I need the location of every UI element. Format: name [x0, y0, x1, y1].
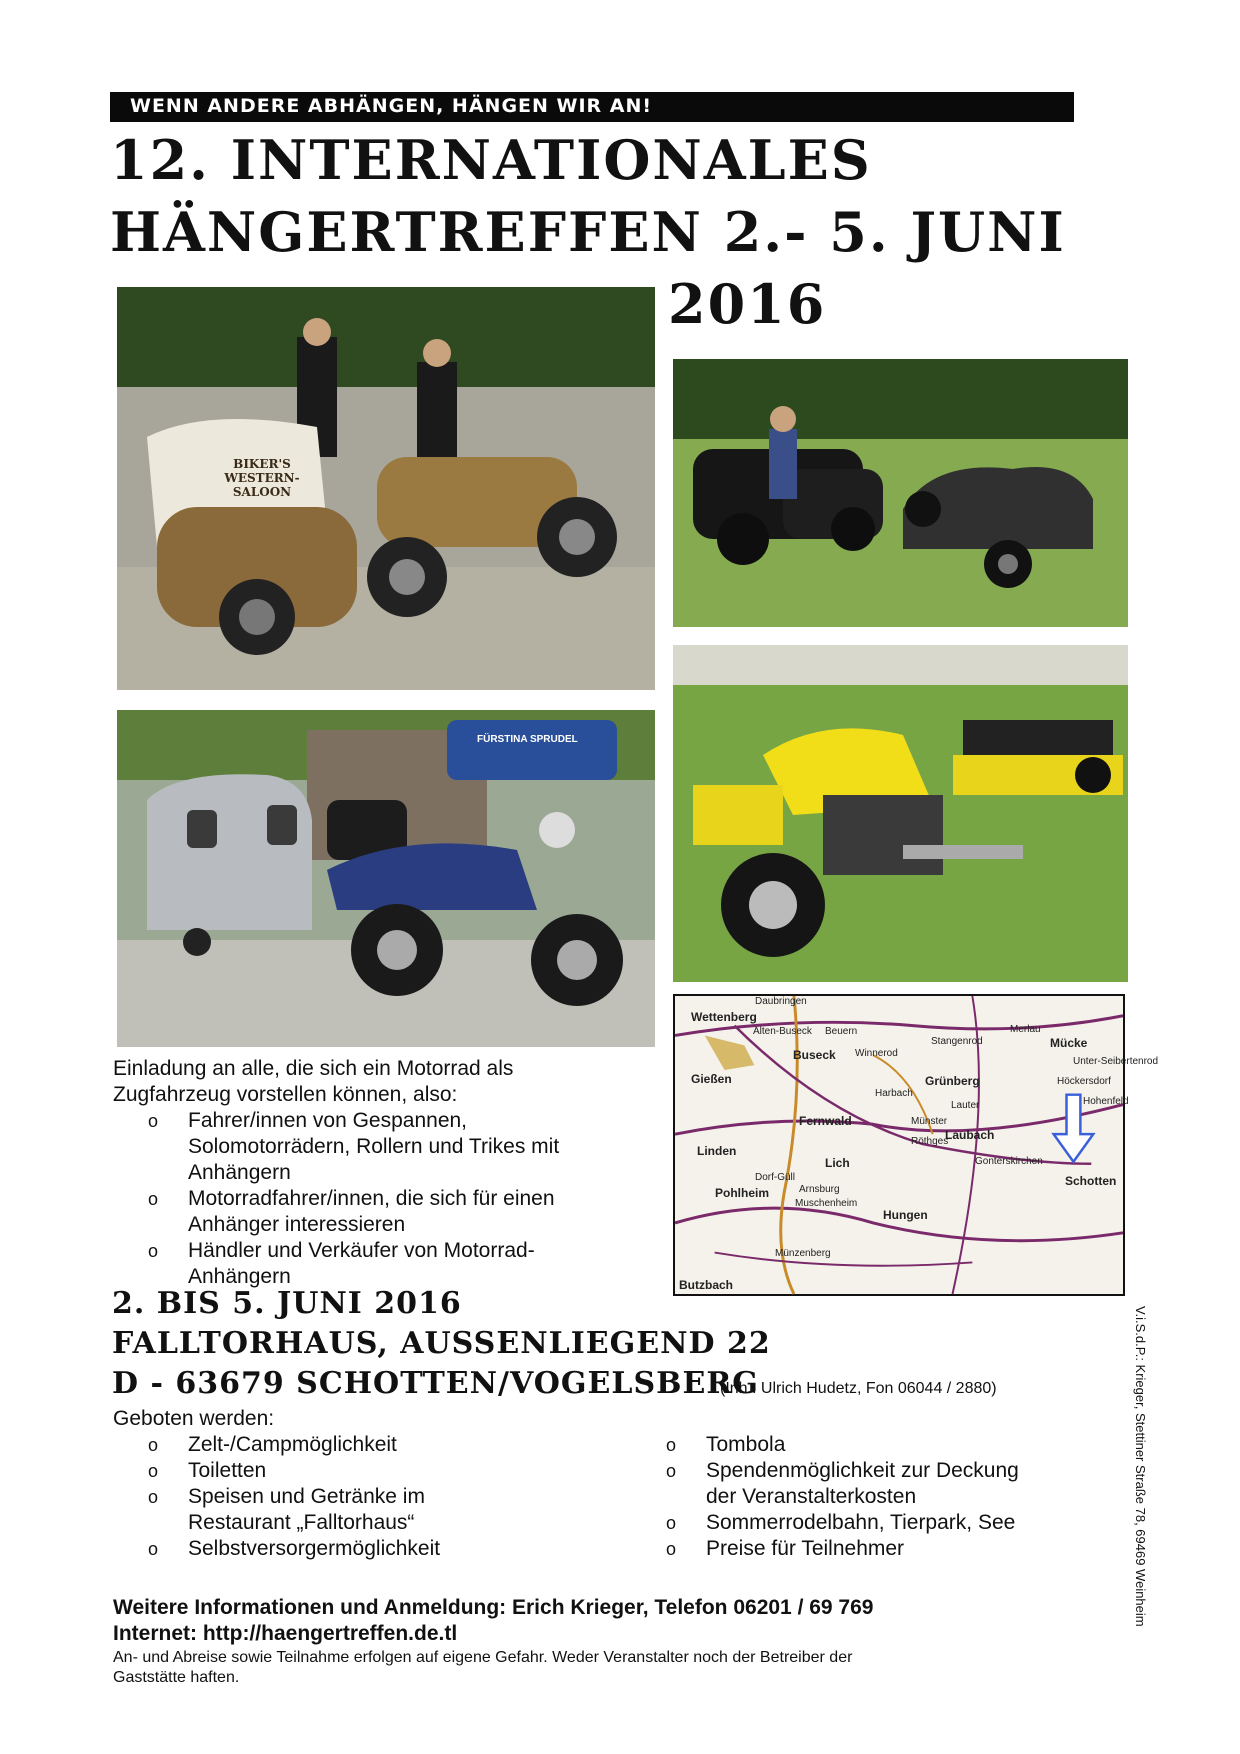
bullet-symbol: o — [666, 1461, 677, 1481]
list-item-text: Anhängern — [188, 1161, 291, 1184]
map-town-winnerod: Winnerod — [855, 1048, 898, 1059]
photo-trike-trailer — [673, 359, 1128, 627]
list-item-text: Toiletten — [188, 1459, 267, 1482]
list-item-text: Händler und Verkäufer von Motorrad- — [188, 1239, 535, 1262]
location-map — [673, 994, 1159, 1296]
bullet-symbol: o — [666, 1435, 677, 1455]
map-town-butzbach: Butzbach — [679, 1278, 733, 1292]
map-town-gruenberg: Grünberg — [925, 1074, 980, 1088]
list-item-text: Speisen und Getränke im — [188, 1485, 425, 1508]
list-item-text: Zelt-/Campmöglichkeit — [188, 1433, 397, 1456]
internet-line: Internet: http://haengertreffen.de.tl — [113, 1622, 458, 1645]
bullet-symbol: o — [148, 1189, 159, 1209]
bullet-symbol: o — [148, 1487, 159, 1507]
map-town-pohlheim: Pohlheim — [715, 1186, 770, 1200]
list-item-text: Tombola — [706, 1433, 786, 1456]
invitation-intro-1: Einladung an alle, die sich ein Motorrad als — [113, 1057, 514, 1080]
bullet-symbol: o — [148, 1539, 159, 1559]
map-town-harbach: Harbach — [875, 1088, 913, 1099]
map-town-lich: Lich — [825, 1156, 850, 1170]
map-town-linden: Linden — [697, 1144, 737, 1158]
list-item-text: Fahrer/innen von Gespannen, — [188, 1109, 468, 1132]
list-item-text: Anhänger interessieren — [188, 1213, 406, 1236]
map-town-muschenheim: Muschenheim — [795, 1198, 858, 1209]
title-line-2: HÄNGERTREFFEN 2.- 5. JUNI — [110, 200, 1066, 264]
bullet-symbol: o — [666, 1513, 677, 1533]
contact-line: Weitere Informationen und Anmeldung: Erich Krieger, Telefon 06201 / 69 769 — [113, 1596, 874, 1619]
photo-silver-trailer — [117, 710, 655, 1047]
list-item-text: Solomotorrädern, Rollern und Trikes mit — [188, 1135, 560, 1158]
map-town-muenzenberg: Münzenberg — [775, 1248, 831, 1259]
title-line-1: 12. INTERNATIONALES — [110, 128, 872, 192]
map-town-arnsburg: Arnsburg — [799, 1184, 840, 1195]
map-town-beuern: Beuern — [825, 1026, 858, 1037]
map-town-dorf-guell: Dorf-Güll — [755, 1172, 796, 1183]
map-town-merlau: Merlau — [1010, 1024, 1041, 1035]
title-line-3: 2016 — [668, 272, 827, 336]
map-town-wettenberg: Wettenberg — [691, 1010, 757, 1024]
map-town-alten-buseck: Alten-Buseck — [753, 1026, 812, 1037]
map-town-muecke: Mücke — [1050, 1036, 1088, 1050]
list-item-text: Preise für Teilnehmer — [706, 1537, 905, 1560]
list-item-text: Motorradfahrer/innen, die sich für einen — [188, 1187, 555, 1210]
bullet-symbol: o — [666, 1539, 677, 1559]
map-town-lauter: Lauter — [951, 1100, 980, 1111]
banner-slogan: WENN ANDERE ABHÄNGEN, HÄNGEN WIR AN! — [130, 95, 653, 117]
bullet-symbol: o — [148, 1435, 159, 1455]
disclaimer-line-1: An- und Abreise sowie Teilnahme erfolgen auf eigene Gefahr. Weder Veranstalter noch der Betreiber der — [113, 1649, 853, 1666]
map-town-stangenrod: Stangenrod — [931, 1036, 983, 1047]
event-city: D - 63679 SCHOTTEN/VOGELSBERG — [112, 1366, 759, 1401]
map-town-fernwald: Fernwald — [799, 1114, 852, 1128]
map-town-giessen: Gießen — [691, 1072, 732, 1086]
map-town-roethges: Röthges — [911, 1136, 949, 1147]
list-item-text: Anhängern — [188, 1265, 291, 1288]
imprint-vertical: V.i.S.d.P.: Krieger, Stettiner Straße 78, 69469 Weinheim — [1133, 1306, 1148, 1627]
map-town-laubach: Laubach — [945, 1128, 995, 1142]
map-town-hoeckersdorf: Höckersdorf — [1057, 1076, 1111, 1087]
event-venue: FALLTORHAUS, AUSSENLIEGEND 22 — [112, 1326, 771, 1361]
umbrella-text: FÜRSTINA SPRUDEL — [477, 734, 578, 745]
bullet-symbol: o — [148, 1461, 159, 1481]
map-town-hungen: Hungen — [883, 1208, 928, 1222]
list-item-text: der Veranstalterkosten — [706, 1485, 917, 1508]
list-item-text: Spendenmöglichkeit zur Deckung — [706, 1459, 1019, 1482]
map-town-muenster: Münster — [911, 1116, 948, 1127]
photo-saloon-trailer — [117, 287, 655, 690]
list-item-text: Selbstversorgermöglichkeit — [188, 1537, 441, 1560]
saloon-sign-text: BIKER'S WESTERN-SALOON — [224, 457, 300, 499]
invitation-intro-2: Zugfahrzeug vorstellen können, also: — [113, 1083, 458, 1106]
disclaimer-line-2: Gaststätte haften. — [113, 1669, 240, 1686]
map-town-gonterskirchen: Gonterskirchen — [975, 1156, 1043, 1167]
list-item-text: Restaurant „Falltorhaus“ — [188, 1511, 415, 1534]
bullet-symbol: o — [148, 1241, 159, 1261]
map-town-schotten: Schotten — [1065, 1174, 1117, 1188]
map-town-hohenfeld: Hohenfeld — [1083, 1096, 1129, 1107]
event-dates: 2. BIS 5. JUNI 2016 — [112, 1286, 462, 1321]
event-owner: (Inh.: Ulrich Hudetz, Fon 06044 / 2880) — [720, 1380, 997, 1397]
offered-heading: Geboten werden: — [113, 1407, 275, 1430]
map-town-buseck: Buseck — [793, 1048, 836, 1062]
list-item-text: Sommerrodelbahn, Tierpark, See — [706, 1511, 1016, 1534]
photo-yellow-trike — [673, 645, 1128, 982]
map-town-unter-seibertenrod: Unter-Seibertenrod — [1073, 1056, 1159, 1067]
header-banner — [110, 92, 1074, 122]
bullet-symbol: o — [148, 1111, 159, 1131]
map-town-daubringen: Daubringen — [755, 996, 807, 1007]
